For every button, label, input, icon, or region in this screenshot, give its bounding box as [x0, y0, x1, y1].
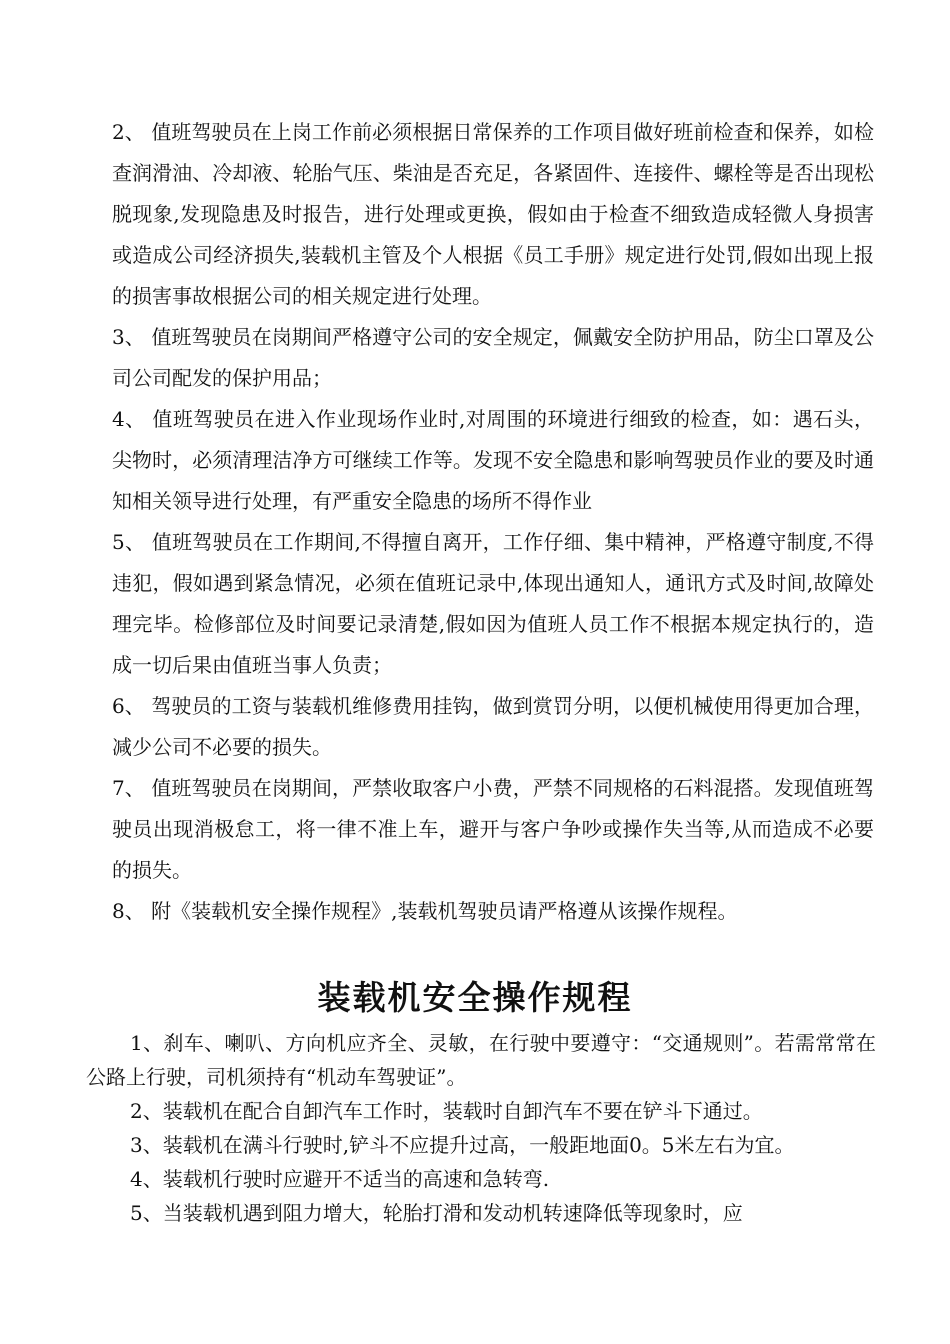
rule-item-6	[112, 686, 874, 768]
rule-text: 值班驾驶员在进入作业现场作业时,对周围的环境进行细致的检查，如：遇石头，尖物时，必须清理洁净方可继续工作等。发现不安全隐患和影响驾驶员作业的要及时通知相关领导进行处理，有严重安全隐患的场所不得作业	[112, 407, 875, 513]
operation-item-5: 5、当装载机遇到阻力增大，轮胎打滑和发动机转速降低等现象时，应	[130, 1201, 743, 1225]
rule-text: 值班驾驶员在上岗工作前必须根据日常保养的工作项目做好班前检查和保养，如检查润滑油、冷却液、轮胎气压、柴油是否充足，各紧固件、连接件、螺栓等是否出现松脱现象,发现隐患及时报告，进行处理或更换，假如由于检查不细致造成轻微人身损害或造成公司经济损失,装载机主管及个人根据《员工手册》规定进行处罚,假如出现上报的损害事故根据公司的相关规定进行处理。	[112, 120, 875, 308]
rule-item-4	[112, 399, 874, 522]
rule-item-3	[112, 317, 874, 399]
rule-text: 值班驾驶员在岗期间严格遵守公司的安全规定，佩戴安全防护用品，防尘口罩及公司公司配发的保护用品；	[112, 325, 875, 390]
rule-number: 8、	[112, 899, 145, 923]
rule-number: 7、	[112, 776, 145, 800]
operation-rules-list	[86, 1026, 876, 1230]
operation-item-4: 4、装载机行驶时应避开不适当的高速和急转弯.	[130, 1167, 550, 1191]
rule-item-7	[112, 768, 874, 891]
rule-item-2	[112, 112, 874, 317]
section-title: 装载机安全操作规程	[317, 978, 633, 1017]
rule-text: 附《装载机安全操作规程》,装载机驾驶员请严格遵从该操作规程。	[151, 899, 738, 923]
rule-text: 驾驶员的工资与装载机维修费用挂钩，做到赏罚分明，以便机械使用得更加合理，减少公司不必要的损失。	[112, 694, 875, 759]
rule-item-8	[112, 891, 874, 932]
rule-item-5	[112, 522, 874, 686]
rule-number: 5、	[112, 530, 146, 554]
duty-rules-list	[112, 112, 874, 932]
rule-number: 2、	[112, 120, 145, 144]
rule-text: 值班驾驶员在岗期间，严禁收取客户小费，严禁不同规格的石料混搭。发现值班驾驶员出现消极怠工，将一律不准上车，避开与客户争吵或操作失当等,从而造成不必要的损失。	[112, 776, 875, 882]
operation-item-1: 1、刹车、喇叭、方向机应齐全、灵敏，在行驶中要遵守：“交通规则”。若需常常在公路上行驶，司机须持有“机动车驾驶证”。	[86, 1031, 876, 1089]
rule-text: 值班驾驶员在工作期间,不得擅自离开，工作仔细、集中精神，严格遵守制度,不得违犯，假如遇到紧急情况，必须在值班记录中,体现出通知人，通讯方式及时间,故障处理完毕。检修部位及时间要记录清楚,假如因为值班人员工作不根据本规定执行的，造成一切后果由值班当事人负责；	[112, 530, 874, 677]
rule-number: 4、	[112, 407, 146, 431]
operation-item-3: 3、装载机在满斗行驶时,铲斗不应提升过高，一般距地面0。5米左右为宜。	[130, 1133, 795, 1157]
operation-item-2: 2、装载机在配合自卸汽车工作时，装载时自卸汽车不要在铲斗下通过。	[130, 1099, 763, 1123]
rule-number: 6、	[112, 694, 145, 718]
rule-number: 3、	[112, 325, 145, 349]
